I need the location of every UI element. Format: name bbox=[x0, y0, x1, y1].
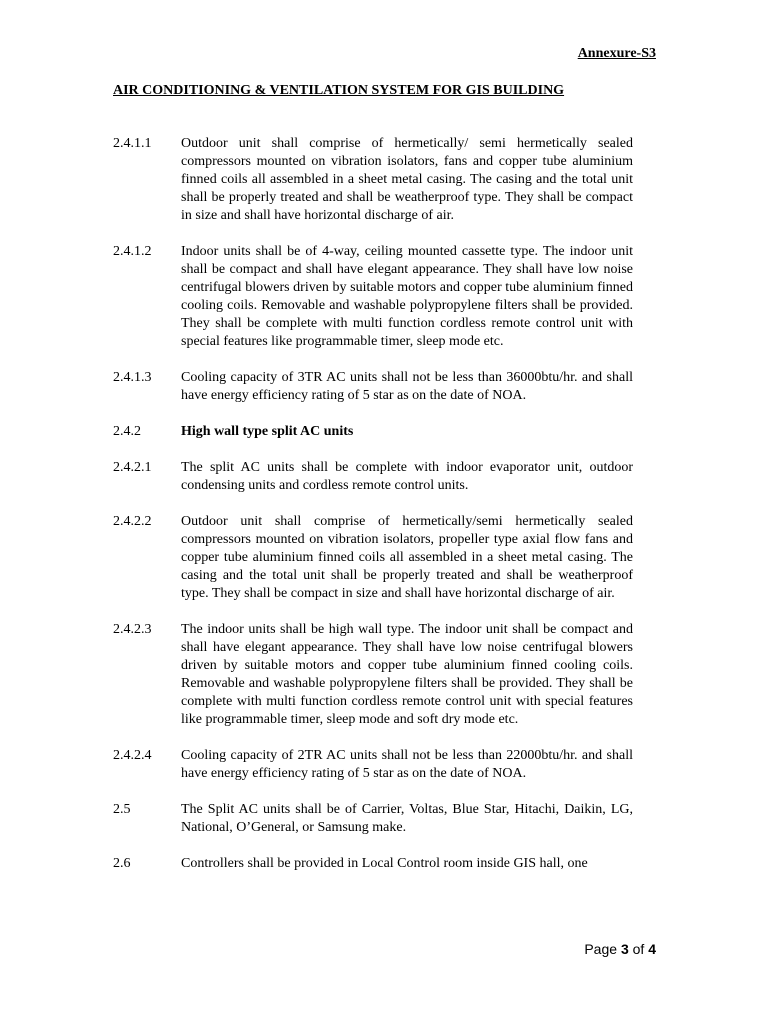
page-current: 3 bbox=[620, 941, 629, 957]
clause-number: 2.4.2.1 bbox=[113, 460, 152, 475]
clause-2-4-2-2 bbox=[113, 513, 633, 603]
clause-number: 2.4.2.3 bbox=[113, 622, 152, 637]
clause-number: 2.5 bbox=[113, 802, 131, 817]
clause-number: 2.4.1.2 bbox=[113, 244, 152, 259]
clause-2-4-2-1 bbox=[113, 459, 633, 495]
clause-2-5 bbox=[113, 801, 633, 837]
clause-number: 2.4.2.4 bbox=[113, 748, 152, 763]
clause-number: 2.4.1.3 bbox=[113, 370, 152, 385]
page-number bbox=[584, 941, 656, 957]
clause-number: 2.4.2 bbox=[113, 424, 141, 439]
clause-text: The indoor units shall be high wall type. The indoor unit shall be compact and shall have elegant appearance. They shall have low noise centrifugal blowers driven by suitable motors and copper tube aluminium finned cooling coils. Removable and washable polypropylene filters shall be provided. They shall be complete with multi function cordless remote control unit with special features like programmable timer, sleep mode and soft dry mode etc. bbox=[181, 622, 633, 727]
clause-text: Indoor units shall be of 4-way, ceiling mounted cassette type. The indoor unit shall be compact and shall have elegant appearance. They shall have low noise centrifugal blowers driven by suitable motors and copper tube aluminium finned cooling coils. Removable and washable polypropylene filters shall be provided. They shall be complete with multi function cordless remote control unit with special features like programmable timer, sleep mode etc. bbox=[181, 244, 633, 349]
clause-text: Outdoor unit shall comprise of hermetically/semi hermetically sealed compressors mounted on vibration isolators, propeller type axial flow fans and copper tube aluminium finned coils all assembled in a sheet metal casing. The casing and the total unit shall be properly treated and shall be weatherproof type. They shall be compact in size and shall have horizontal discharge of air. bbox=[181, 514, 633, 601]
clause-text: Outdoor unit shall comprise of hermetically/ semi hermetically sealed compressors mounted on vibration isolators, fans and copper tube aluminium finned coils all assembled in a sheet metal casing. The casing and the total unit shall be properly treated and shall be weatherproof type. They shall be compact in size and shall have horizontal discharge of air. bbox=[181, 136, 633, 223]
clause-2-4-1-1 bbox=[113, 135, 633, 225]
page-total: 4 bbox=[648, 941, 656, 957]
clause-2-4-2-heading bbox=[113, 423, 633, 441]
clause-number: 2.4.1.1 bbox=[113, 136, 152, 151]
clause-text: The split AC units shall be complete with indoor evaporator unit, outdoor condensing units and cordless remote control units. bbox=[181, 460, 633, 493]
clause-number: 2.6 bbox=[113, 856, 131, 871]
clause-list bbox=[113, 135, 633, 891]
clause-2-6 bbox=[113, 855, 633, 873]
clause-text: Controllers shall be provided in Local Control room inside GIS hall, one bbox=[181, 856, 588, 871]
clause-2-4-2-3 bbox=[113, 621, 633, 729]
page-word: Page bbox=[584, 941, 618, 957]
clause-2-4-2-4 bbox=[113, 747, 633, 783]
clause-text: Cooling capacity of 2TR AC units shall not be less than 22000btu/hr. and shall have energy efficiency rating of 5 star as on the date of NOA. bbox=[181, 748, 633, 781]
clause-2-4-1-2 bbox=[113, 243, 633, 351]
page-of-word: of bbox=[632, 941, 645, 957]
clause-text: The Split AC units shall be of Carrier, Voltas, Blue Star, Hitachi, Daikin, LG, National, O’General, or Samsung make. bbox=[181, 802, 633, 835]
clause-2-4-1-3 bbox=[113, 369, 633, 405]
clause-text: Cooling capacity of 3TR AC units shall not be less than 36000btu/hr. and shall have energy efficiency rating of 5 star as on the date of NOA. bbox=[181, 370, 633, 403]
clause-number: 2.4.2.2 bbox=[113, 514, 152, 529]
document-title: AIR CONDITIONING & VENTILATION SYSTEM FOR GIS BUILDING bbox=[113, 83, 565, 98]
section-heading: High wall type split AC units bbox=[181, 424, 354, 439]
annexure-label: Annexure-S3 bbox=[577, 46, 656, 61]
